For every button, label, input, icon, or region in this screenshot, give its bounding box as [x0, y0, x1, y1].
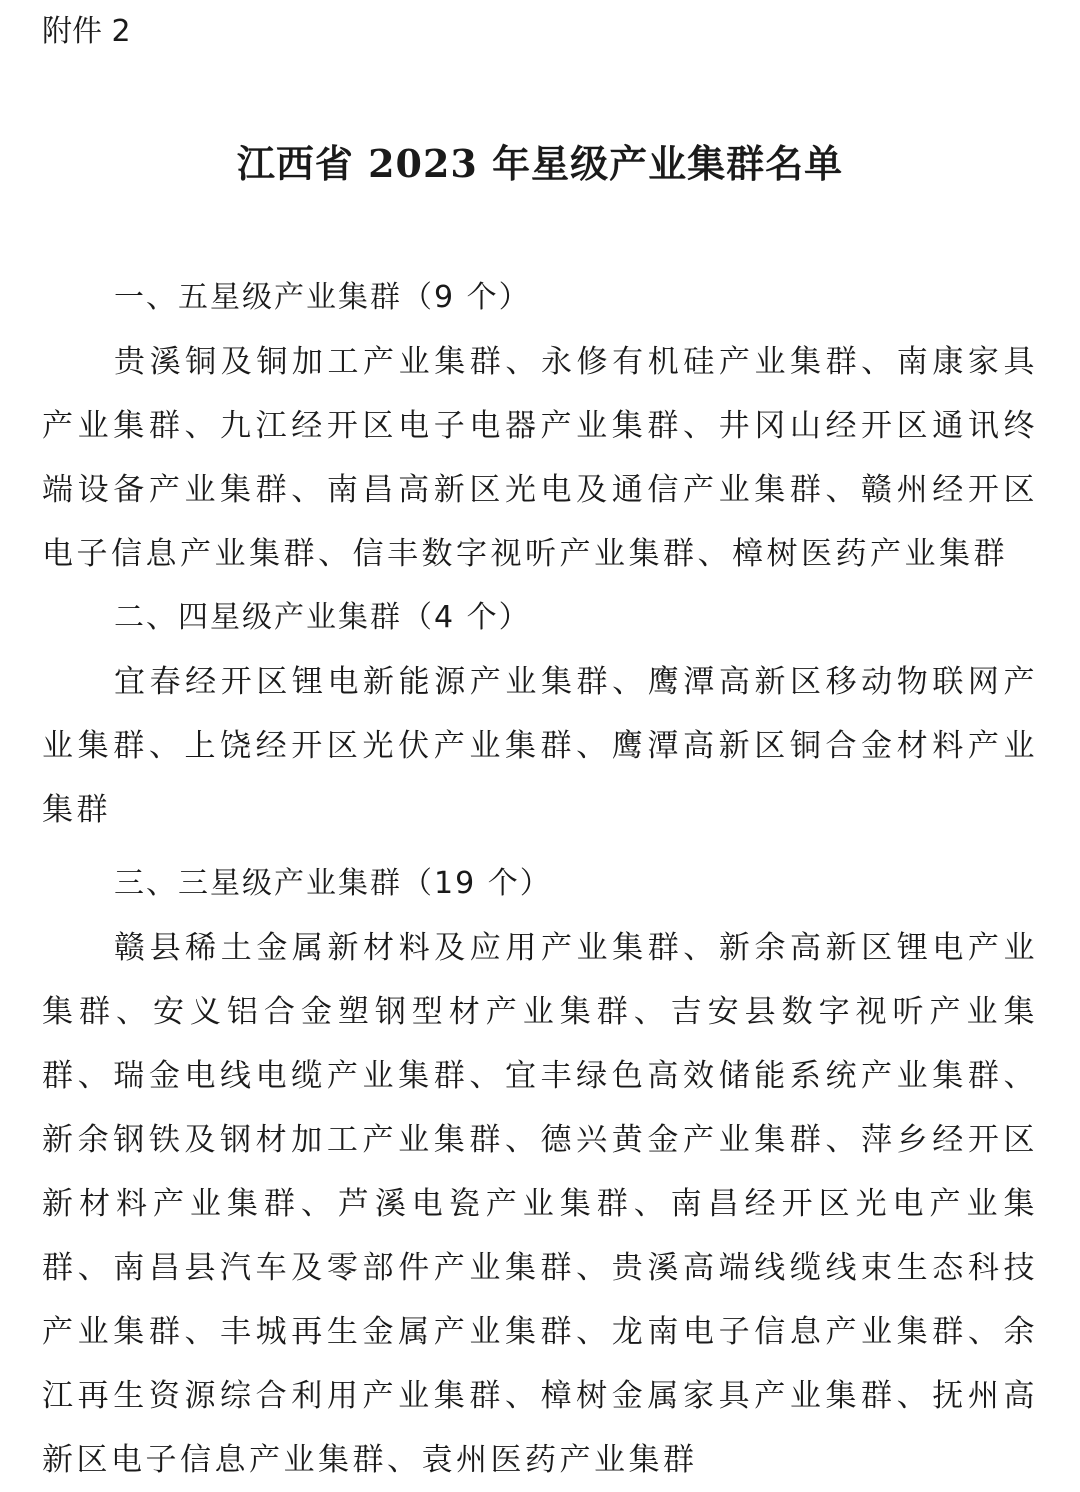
section-heading: 二、四星级产业集群（4 个）	[114, 600, 531, 635]
section-heading: 三、三星级产业集群（19 个）	[114, 866, 552, 901]
section-five-star	[42, 266, 1038, 586]
spacer	[42, 842, 1038, 852]
section-body: 宜春经开区锂电新能源产业集群、鹰潭高新区移动物联网产业集群、上饶经开区光伏产业集群、鹰潭高新区铜合金材料产业集群	[42, 664, 1038, 828]
section-three-star	[42, 852, 1038, 1492]
section-body: 赣县稀土金属新材料及应用产业集群、新余高新区锂电产业集群、安义铝合金塑钢型材产业集群、吉安县数字视听产业集群、瑞金电线电缆产业集群、宜丰绿色高效储能系统产业集群、新余钢铁及钢材加工产业集群、德兴黄金产业集群、萍乡经开区新材料产业集群、芦溪电瓷产业集群、南昌经开区光电产业集群、南昌县汽车及零部件产业集群、贵溪高端线缆线束生态科技产业集群、丰城再生金属产业集群、龙南电子信息产业集群、余江再生资源综合利用产业集群、樟树金属家具产业集群、抚州高新区电子信息产业集群、袁州医药产业集群	[42, 930, 1038, 1478]
document-title: 江西省 2023 年星级产业集群名单	[236, 141, 844, 186]
section-heading: 一、五星级产业集群（9 个）	[114, 280, 531, 315]
section-four-star	[42, 586, 1038, 842]
section-body: 贵溪铜及铜加工产业集群、永修有机硅产业集群、南康家具产业集群、九江经开区电子电器产业集群、井冈山经开区通讯终端设备产业集群、南昌高新区光电及通信产业集群、赣州经开区电子信息产业集群、信丰数字视听产业集群、樟树医药产业集群	[42, 344, 1038, 572]
attachment-label: 附件 2	[42, 14, 131, 49]
document-body	[42, 266, 1038, 1492]
